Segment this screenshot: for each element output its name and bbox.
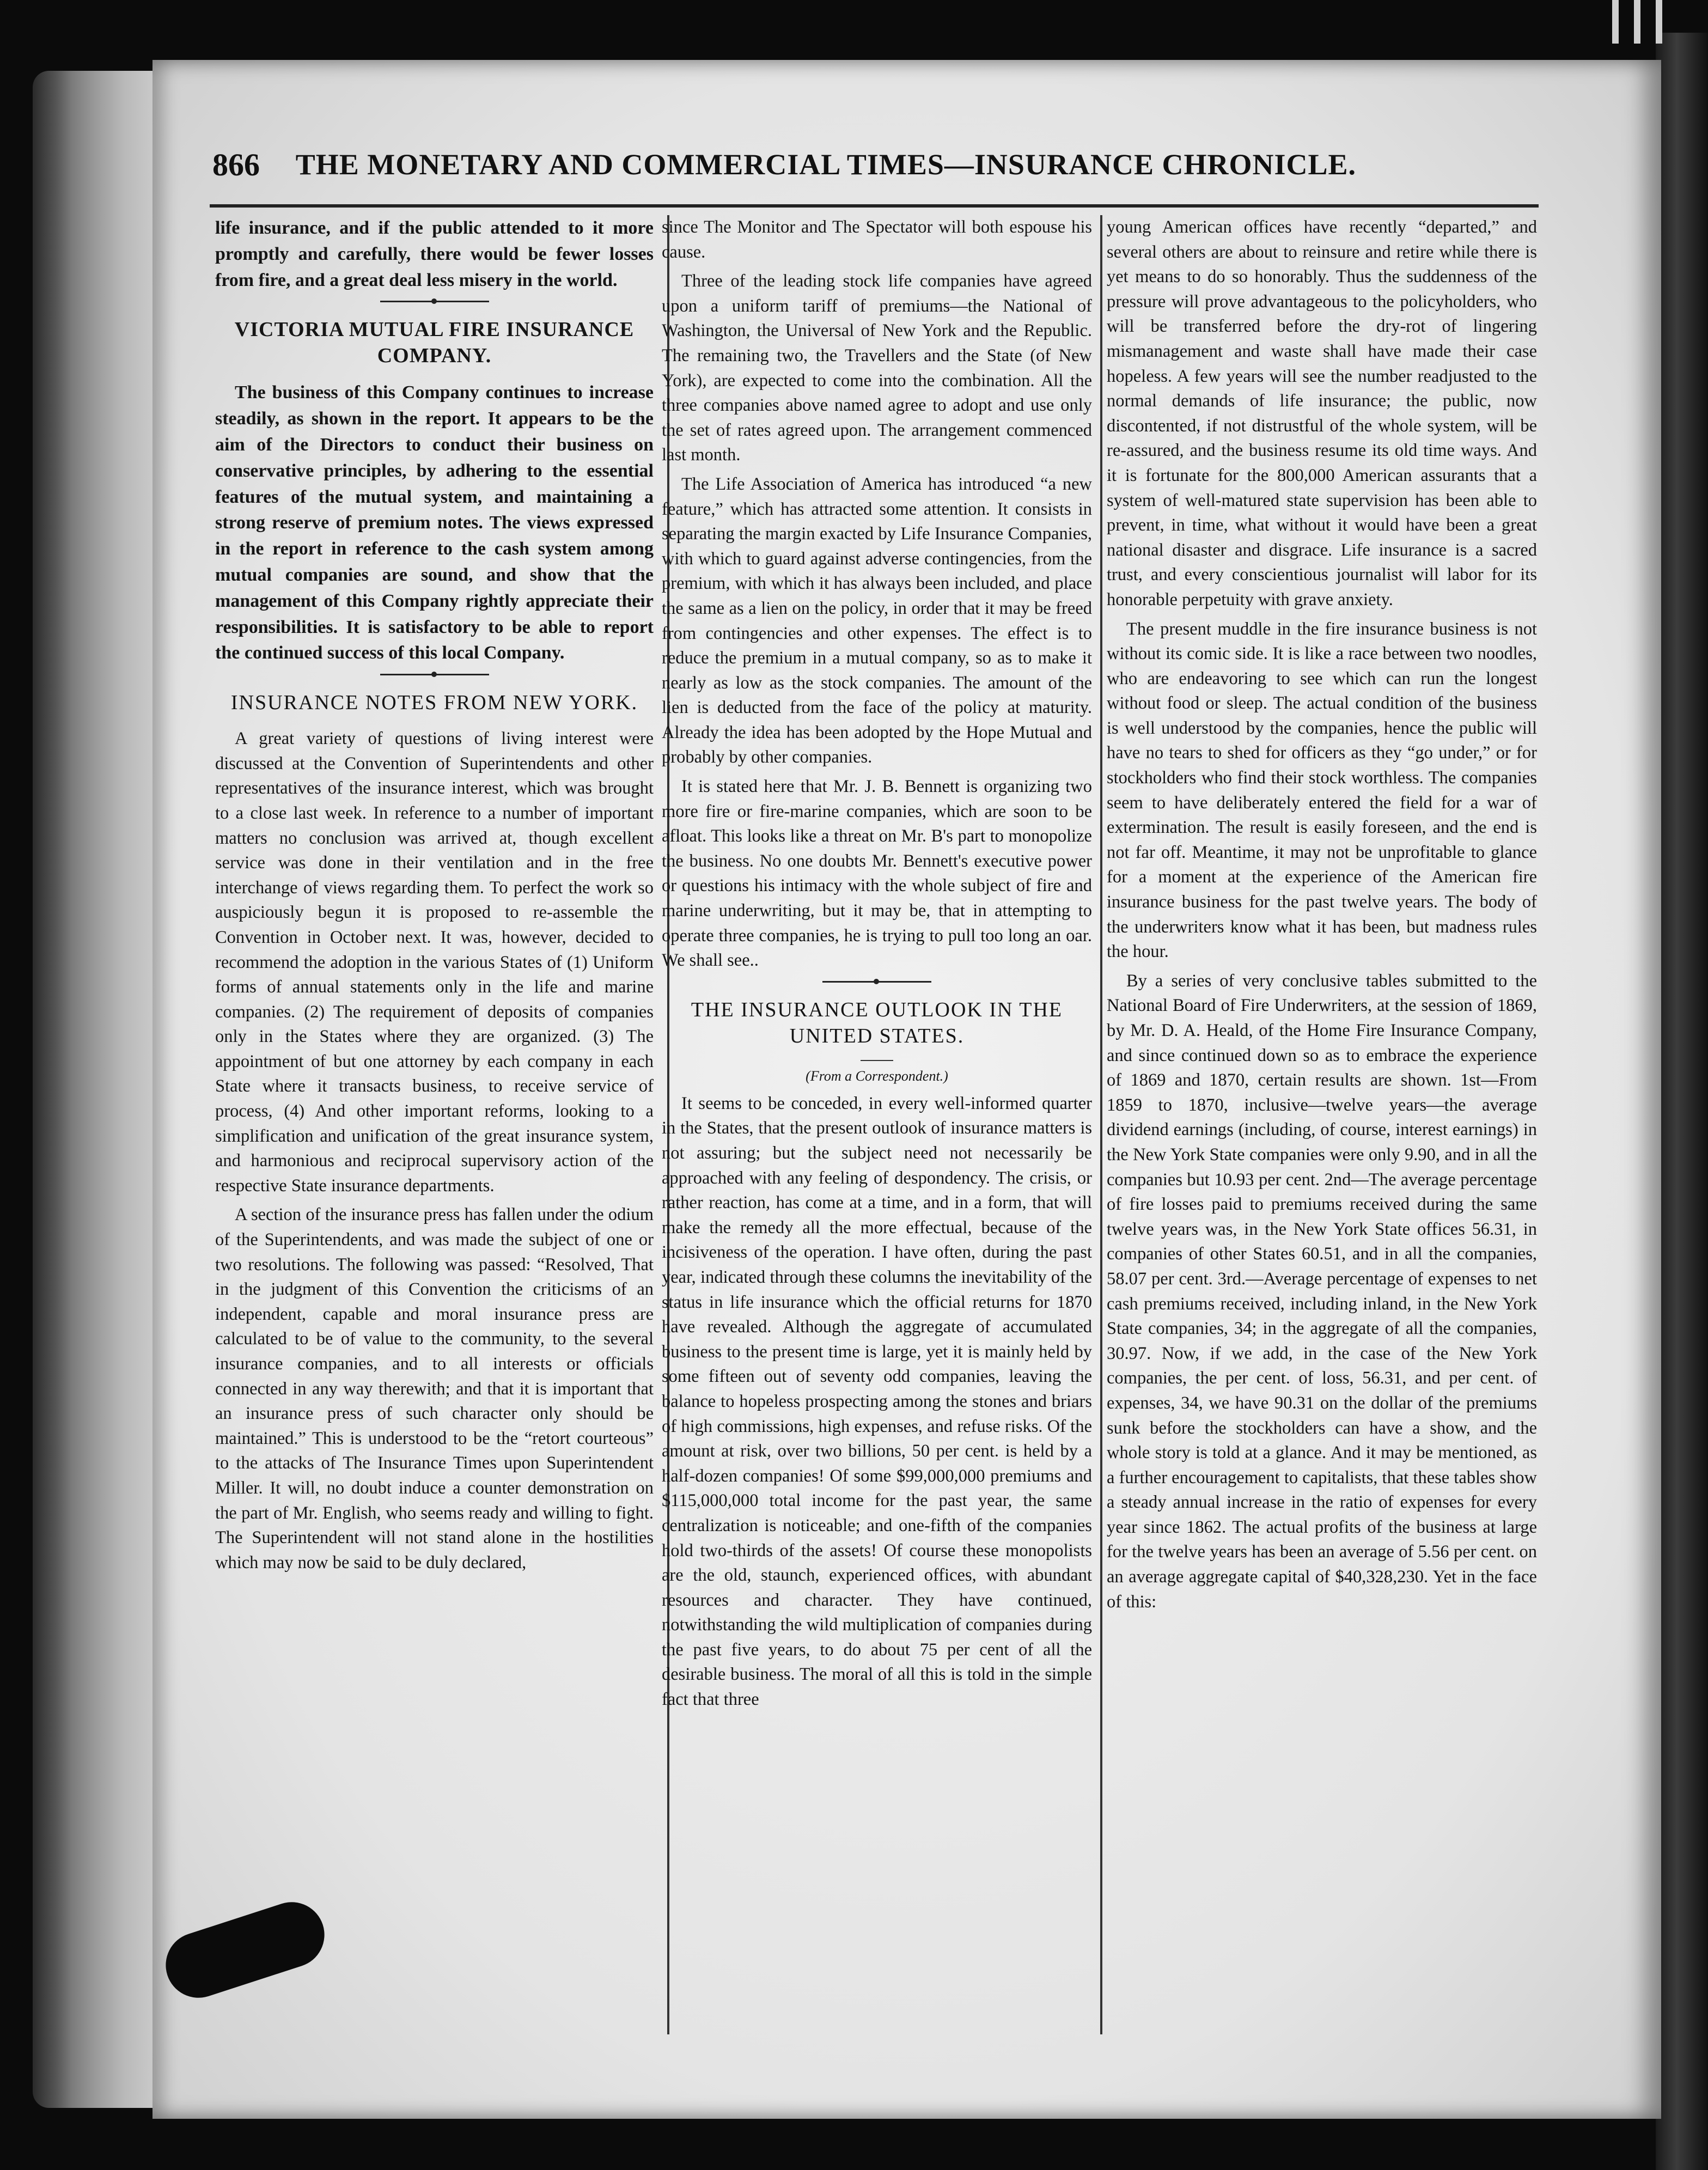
column-divider-2 — [1100, 215, 1102, 2034]
article-paragraph: It seems to be conceded, in every well-informed quarter in the States, that the present outlook of insurance matters is not assuring; but the subject need not necessarily be approached with any feeling of despondency. The crisis, or rather reaction, has come at a time, and in a form, that will make the remedy all the more effectual, because of the incisiveness of the operation. I have often, during the past year, indicated through these columns the inevitability of the status in life insurance which the official returns for 1870 have revealed. Although the aggregate of accumulated business to the present time is large, yet it is mainly held by some fifteen out of seventy odd companies, leaving the balance to hopeless prospecting among the stones and briars of high commissions, high expenses, and refuse risks. Of the amount at risk, over two billions, 50 per cent. is held by a half-dozen companies! Of some $99,000,000 premiums and $115,000,000 total income for the past year, the same centralization is noticeable; and one-fifth of the companies hold two-thirds of the assets! Of course these monopolists are the old, staunch, experienced offices, with abundant resources and character. They have continued, notwithstanding the wild multiplication of companies during the past five years, to do about 75 per cent of all the desirable business. The moral of all this is told in the simple fact that three — [662, 1093, 1092, 1710]
article-paragraph: The Life Association of America has introduced “a new feature,” which has attracted some attention. It consists in separating the margin exacted by Life Insurance Companies, with which to guard against adverse contingencies, from the premium, with which it has always been included, and place the same as a lien on the policy, in order that it may be freed from contingencies and other expenses. The effect is to reduce the premium in a mutual company, so as to make it nearly as low as the stock companies. The amount of the lien is deducted from the face of the policy at maturity. Already the idea has been adopted by the Hope Mutual and probably by other companies. — [662, 474, 1092, 767]
article-paragraph: A section of the insurance press has fallen under the odium of the Superintendents, and was made the subject of one or two resolutions. The following was passed: “Resolved, That in the judgment of this Convention the criticisms of an independent, capable and moral insurance press are calculated to be of value to the community, to the several insurance companies, and to all interests or officials connected in any way therewith; and that it is important that an insurance press of such character only should be maintained.” This is understood to be the “retort courteous” to the attacks of The Insurance Times upon Superintendent Miller. It will, no doubt induce a counter demonstration on the part of Mr. English, who seems ready and willing to fight. The Superintendent will not stand alone in the hostilities which may now be said to be duly declared, — [215, 1205, 654, 1572]
book-page-edges — [33, 71, 163, 2108]
article-paragraph: Three of the leading stock life companies have agreed upon a uniform tariff of premiums—the National of Washington, the Universal of New York and the Republic. The remaining two, the Travellers and the State (of New York), are expected to come into the combination. All the three companies above named agree to adopt and use only the set of rates agreed upon. The arrangement commenced last month. — [662, 271, 1092, 465]
running-head — [212, 143, 1356, 186]
page-number: 866 — [212, 147, 260, 182]
headline-insurance-notes-new-york: INSURANCE NOTES FROM NEW YORK. — [230, 691, 638, 715]
article-paragraph: since The Monitor and The Spectator will both espouse his cause. — [662, 217, 1092, 262]
article-paragraph: A great variety of questions of living interest were discussed at the Convention of Superintendents and other representatives of the insurance interest, which was brought to a close last week. In reference to a number of important matters no conclusion was arrived at, though excellent service was done in their ventilation and in the free interchange of views regarding them. To perfect the work so auspiciously begun it is proposed to re-assemble the Convention in October next. It was, however, decided to recommend the adoption in the various States of (1) Uniform forms of annual statements only in the life and marine companies. (2) The requirement of deposits of companies only in the States where they are organized. (3) The appointment of but one attorney by each company in each State where it transacts business, to receive service of process, (4) And other important reforms, looking to a simplification and unification of the great insurance system, and harmonious and reciprocal supervisory action of the respective State insurance departments. — [215, 729, 654, 1196]
continued-paragraph: life insurance, and if the public attended to it more promptly and carefully, there would be fewer losses from fire, and a great deal less misery in the world. — [215, 218, 654, 290]
headline-victoria-mutual: VICTORIA MUTUAL FIRE INSURANCE COMPANY. — [234, 318, 635, 368]
section-divider — [822, 981, 931, 983]
article-paragraph: It is stated here that Mr. J. B. Bennett is organizing two more fire or fire-marine companies, which are soon to be afloat. This looks like a threat on Mr. B's part to monopolize the business. No one doubts Mr. Bennett's executive power or questions his intimacy with the whole subject of fire and marine underwriting, but it may be, that in attempting to operate three companies, he is trying to pull too long an oar. We shall see.. — [662, 777, 1092, 971]
byline: (From a Correspondent.) — [806, 1068, 948, 1084]
column-3 — [1107, 215, 1537, 2043]
article-paragraph: young American offices have recently “departed,” and several others are about to reinsure and retire while there is yet means to do so honorably. Thus the suddenness of the pressure will prove advantageous to the policyholders, who will be transferred before the dry-rot of lingering mismanagement and waste shall have made their case hopeless. A few years will see the number readjusted to the normal demands of life insurance; the public, now discontented, if not distrustful of the whole system, will be re-assured, and the business resume its old time ways. And it is fortunate for the 800,000 American assurants that a system of well-matured state supervision has been able to prevent, in time, what without it would have been a great national disaster and disgrace. Life insurance is a sacred trust, and every conscientious journalist will labor for its honorable perpetuity with grave anxiety. — [1107, 217, 1537, 609]
scanner-marks — [1601, 0, 1708, 44]
column-2 — [662, 215, 1092, 2043]
section-divider — [380, 301, 489, 302]
book-spine-shadow — [1656, 33, 1708, 2170]
article-paragraph: By a series of very conclusive tables submitted to the National Board of Fire Underwriters, at the session of 1869, by Mr. D. A. Heald, of the Home Fire Insurance Company, and since continued down so as to embrace the experience of 1869 and 1870, certain results are shown. 1st—From 1859 to 1870, inclusive—twelve years—the average dividend earnings (including, of course, interest earnings) in the New York State companies were only 9.90, and in all the companies but 10.93 per cent. 2nd—The average percentage of fire losses paid to premiums received during the same twelve years was, in the New York State offices 56.31, in companies of other States 60.51, and in all the companies, 58.07 per cent. 3rd.—Average percentage of expenses to net cash premiums received, including inland, in the New York State companies, 34; in the aggregate of all the companies, 30.97. Now, if we add, in the case of the New York companies, the per cent. of loss, 56.31, and per cent. of expenses, 34, we have 90.31 on the dollar of the premiums sunk before the stockholders can have a show, and the whole story is told at a glance. And it may be mentioned, as a further encouragement to capitalists, that these tables show a steady annual increase in the ratio of expenses for every year since 1862. The actual profits of the business at large for the twelve years has been an average of 5.56 per cent. on an average aggregate capital of $40,328,230. Yet in the face of this: — [1107, 971, 1537, 1612]
victoria-mutual-article: The business of this Company continues to increase steadily, as shown in the report. It appears to be the aim of the Directors to conduct their business on conservative principles, by adhering to the essential features of the mutual system, and maintaining a strong reserve of premium notes. The views expressed in the report in reference to the cash system among mutual companies are sound, and show that the management of this Company rightly appreciate their responsibilities. It is satisfactory to be able to report the continued success of this local Company. — [215, 382, 654, 663]
column-1 — [215, 215, 654, 2043]
short-rule — [861, 1060, 893, 1061]
header-rule — [210, 204, 1539, 208]
journal-title: THE MONETARY AND COMMERCIAL TIMES—INSURANCE CHRONICLE. — [295, 148, 1356, 181]
article-paragraph: The present muddle in the fire insurance business is not without its comic side. It is like a race between two noodles, who are endeavoring to see which can run the longest without food or sleep. The actual condition of the business is well understood by the companies, hence the public will have no tears to shed for officers as they “go under,” or for stockholders who find their stock worthless. The companies seem to have deliberately entered the field for a war of extermination. The result is easily foreseen, and the end is not far off. Meantime, it may not be unprofitable to glance for a moment at the experience of the American fire insurance business for the past twelve years. The body of the underwriters know what it has been, but madness rules the hour. — [1107, 619, 1537, 962]
section-divider — [380, 674, 489, 675]
headline-insurance-outlook: THE INSURANCE OUTLOOK IN THE UNITED STATES. — [691, 998, 1063, 1047]
